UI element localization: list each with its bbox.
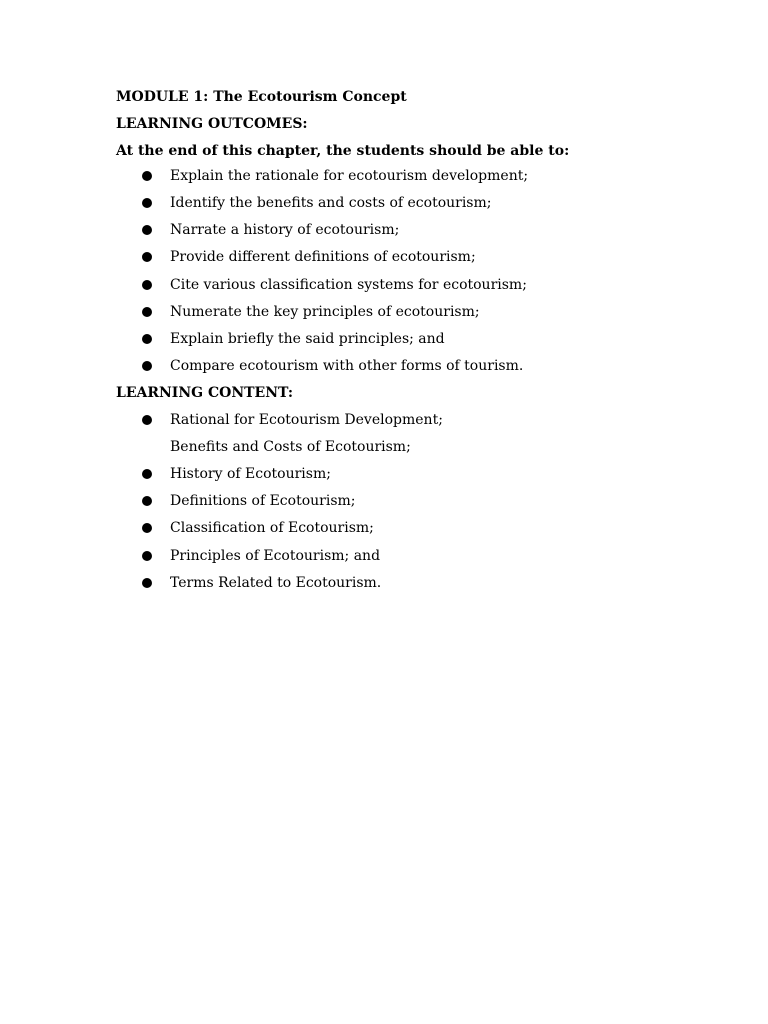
list-item-text: Classification of Ecotourism; (170, 520, 374, 536)
bullet-icon (142, 198, 152, 208)
intro-text: At the end of this chapter, the students should be able to: (116, 143, 570, 159)
bullet-icon (142, 334, 152, 344)
list-item-text: Compare ecotourism with other forms of tourism. (170, 358, 524, 374)
content-heading: LEARNING CONTENT: (116, 385, 294, 401)
list-item-text: Numerate the key principles of ecotourism; (170, 304, 480, 320)
list-item-text: Definitions of Ecotourism; (170, 493, 356, 509)
bullet-icon (142, 252, 152, 262)
outcomes-heading: LEARNING OUTCOMES: (116, 116, 308, 132)
bullet-icon (142, 469, 152, 479)
list-item-text: Narrate a history of ecotourism; (170, 222, 400, 238)
bullet-icon (142, 496, 152, 506)
bullet-icon (142, 415, 152, 425)
bullet-icon (142, 578, 152, 588)
bullet-icon (142, 171, 152, 181)
list-item-text: Terms Related to Ecotourism. (170, 575, 382, 591)
bullet-icon (142, 225, 152, 235)
list-item-text: Explain briefly the said principles; and (170, 331, 445, 347)
list-item-text: History of Ecotourism; (170, 466, 331, 482)
list-item-text: Rational for Ecotourism Development; (170, 412, 443, 428)
list-item-text: Provide different definitions of ecotourism; (170, 249, 476, 265)
list-item-text: Principles of Ecotourism; and (170, 548, 381, 564)
module-title: MODULE 1: The Ecotourism Concept (116, 89, 407, 105)
list-item-text: Explain the rationale for ecotourism development; (170, 168, 529, 184)
list-item-text: Cite various classification systems for ecotourism; (170, 277, 527, 293)
bullet-icon (142, 280, 152, 290)
list-item-text: Identify the benefits and costs of ecotourism; (170, 195, 492, 211)
list-item-text: Benefits and Costs of Ecotourism; (170, 439, 411, 455)
bullet-icon (142, 551, 152, 561)
bullet-icon (142, 307, 152, 317)
bullet-icon (142, 361, 152, 371)
bullet-icon (142, 523, 152, 533)
